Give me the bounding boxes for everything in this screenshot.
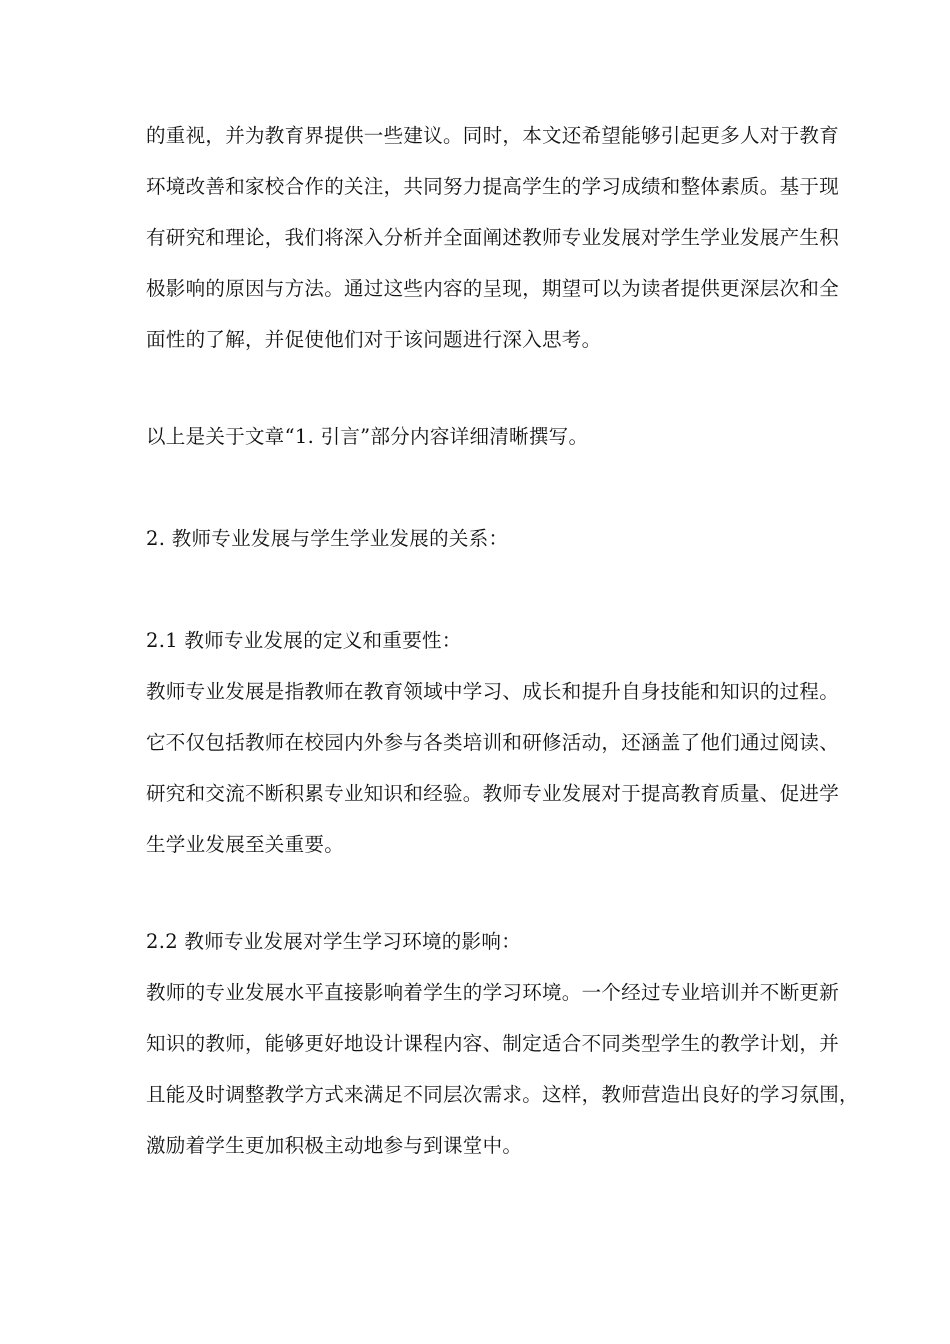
paragraph-line: 且能及时调整教学方式来满足不同层次需求。这样，教师营造出良好的学习氛围， xyxy=(146,1083,859,1106)
intro-paragraph xyxy=(146,110,840,365)
paragraph-line: 激励着学生更加积极主动地参与到课堂中。 xyxy=(146,1134,523,1157)
section-2-1 xyxy=(146,615,840,870)
paragraph-line: 的重视，并为教育界提供一些建议。同时，本文还希望能够引起更多人对于教育 xyxy=(146,124,840,147)
paragraph-line: 研究和交流不断积累专业知识和经验。教师专业发展对于提高教育质量、促进学 xyxy=(146,782,840,805)
paragraph-line: 它不仅包括教师在校园内外参与各类培训和研修活动，还涵盖了他们通过阅读、 xyxy=(146,731,840,754)
paragraph-line: 面性的了解，并促使他们对于该问题进行深入思考。 xyxy=(146,328,602,351)
paragraph-line: 教师的专业发展水平直接影响着学生的学习环境。一个经过专业培训并不断更新 xyxy=(146,981,840,1004)
section-2 xyxy=(146,513,816,564)
section-2-2 xyxy=(146,916,859,1171)
paragraph-line: 极影响的原因与方法。通过这些内容的呈现，期望可以为读者提供更深层次和全 xyxy=(146,277,840,300)
paragraph-line: 生学业发展至关重要。 xyxy=(146,833,345,856)
section-2-2-heading: 2.2 教师专业发展对学生学习环境的影响： xyxy=(146,930,522,953)
paragraph-line: 有研究和理论，我们将深入分析并全面阐述教师专业发展对学生学业发展产生积 xyxy=(146,226,840,249)
summary-note xyxy=(146,411,816,462)
paragraph-line: 教师专业发展是指教师在教育领域中学习、成长和提升自身技能和知识的过程。 xyxy=(146,680,840,703)
section-2-heading: 2. 教师专业发展与学生学业发展的关系： xyxy=(146,527,509,550)
paragraph-line: 环境改善和家校合作的关注，共同努力提高学生的学习成绩和整体素质。基于现 xyxy=(146,175,840,198)
summary-note-text: 以上是关于文章“1. 引言”部分内容详细清晰撰写。 xyxy=(146,425,589,448)
paragraph-line: 知识的教师，能够更好地设计课程内容、制定适合不同类型学生的教学计划，并 xyxy=(146,1032,840,1055)
section-2-1-heading: 2.1 教师专业发展的定义和重要性： xyxy=(146,629,462,652)
